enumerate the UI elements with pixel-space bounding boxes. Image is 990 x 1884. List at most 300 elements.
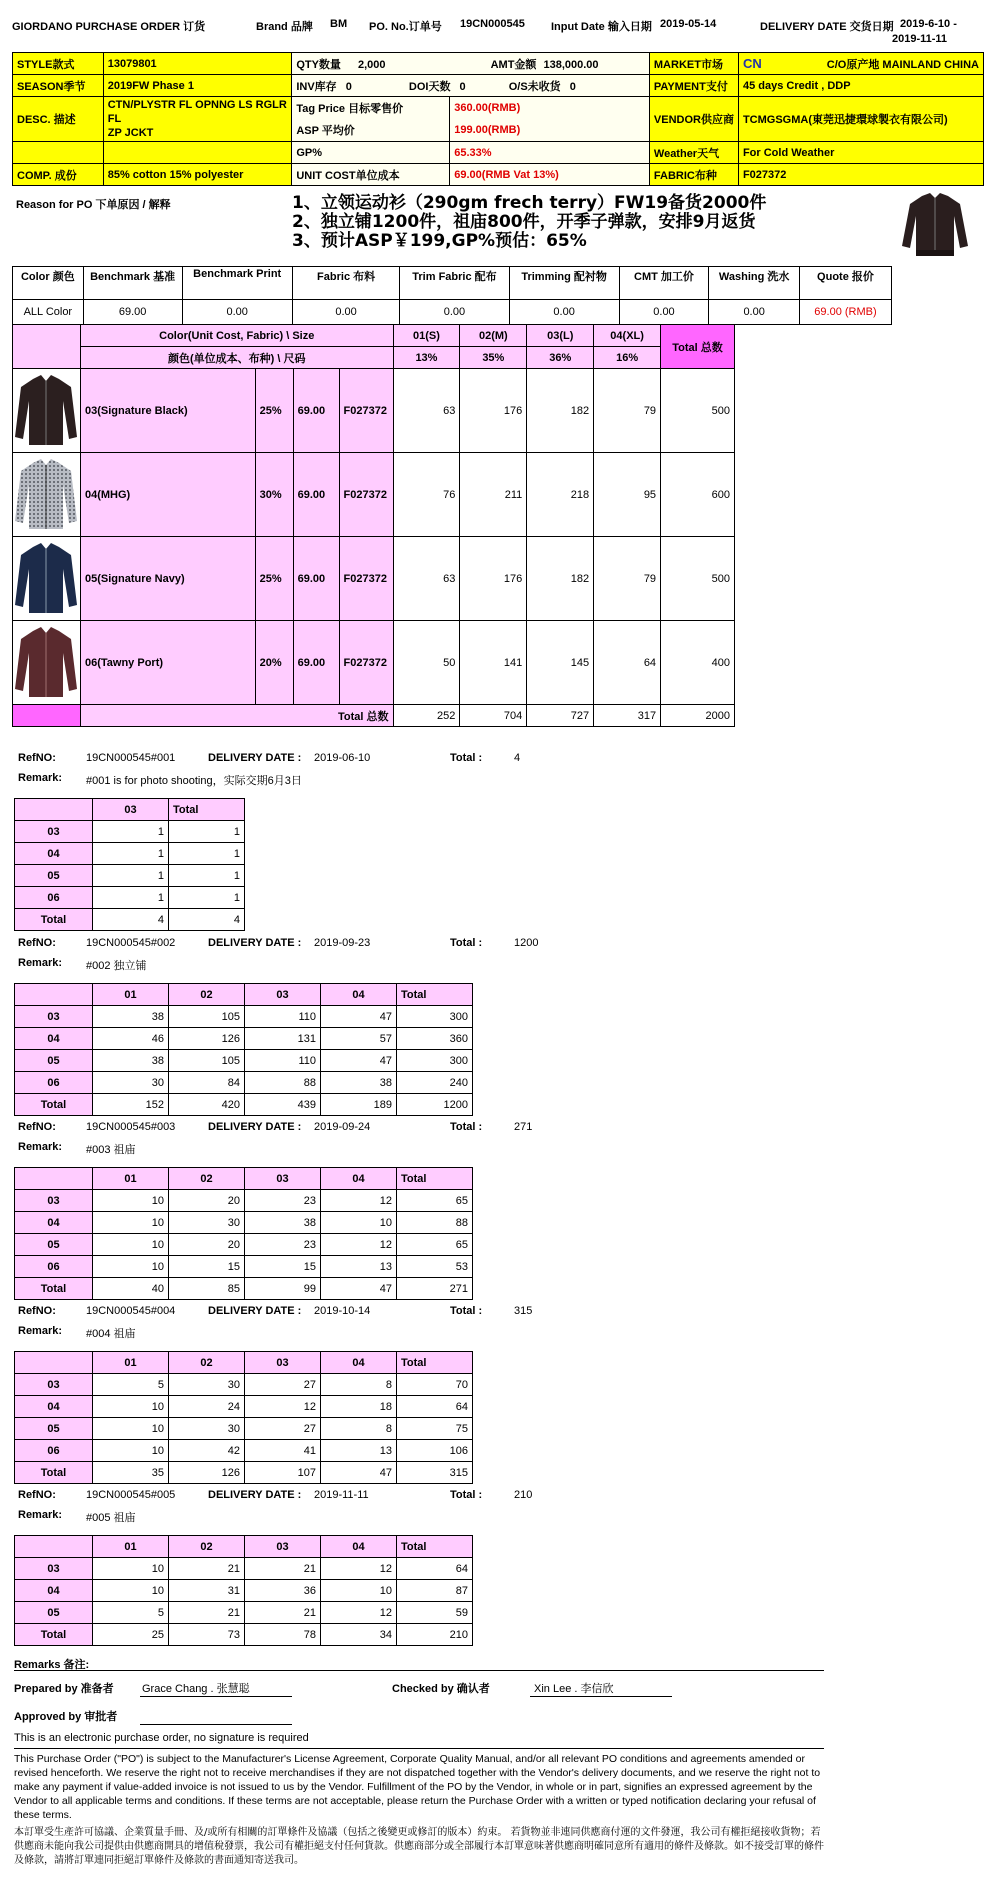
os-label: O/S未收货	[508, 80, 561, 93]
ref-table-001	[14, 798, 245, 931]
total-label: Total :	[450, 752, 483, 764]
total-value: 315	[514, 1305, 533, 1317]
order-info-table	[12, 52, 984, 186]
ref-cell: 12	[321, 1558, 397, 1580]
col-header: 01	[93, 1352, 169, 1374]
ref-label: RefNO:	[18, 1305, 56, 1317]
ref-cell: 38	[321, 1072, 397, 1094]
fabric-value: F027372	[738, 164, 983, 186]
color-cost: 69.00	[293, 369, 339, 453]
ref-cell: 10	[93, 1580, 169, 1602]
col-header: 01	[93, 984, 169, 1006]
size-pct: 16%	[594, 347, 661, 369]
total-label: Total :	[450, 1305, 483, 1317]
ref-cell: 12	[321, 1234, 397, 1256]
amt-label: AMT金额	[490, 58, 537, 71]
ref-cell: 84	[169, 1072, 245, 1094]
total-label: Total :	[450, 1121, 483, 1133]
cost-cell: 69.00	[83, 300, 182, 325]
ref-cell: 21	[245, 1558, 321, 1580]
product-jacket-image	[900, 190, 970, 258]
approved-signature-line	[140, 1724, 292, 1725]
grand-total-label: Total 总数	[80, 705, 393, 727]
ref-cell: 21	[169, 1602, 245, 1624]
input-date-label: Input Date 输入日期	[551, 21, 652, 33]
approved-label: Approved by 审批者	[14, 1711, 118, 1723]
desc-label: DESC. 描述	[13, 97, 104, 142]
ref-cell: 1	[93, 821, 169, 843]
remark-text: #003 祖庙	[86, 1144, 136, 1156]
ref-cell: 21	[169, 1558, 245, 1580]
row-header: 04	[15, 1028, 93, 1050]
ref-label: RefNO:	[18, 752, 56, 764]
color-fabric: F027372	[339, 369, 393, 453]
col-header: 02	[169, 1536, 245, 1558]
ref-cell: 15	[169, 1256, 245, 1278]
inv-value: 0	[345, 80, 352, 93]
total-value: 210	[514, 1489, 533, 1501]
tag-price-label: Tag Price 目标零售价	[292, 97, 450, 120]
ref-cell: 1	[93, 887, 169, 909]
cost-cell: 0.00	[709, 300, 800, 325]
ref-cell: 12	[321, 1190, 397, 1212]
ref-cell: 5	[93, 1374, 169, 1396]
doi-label: DOI天数	[408, 80, 451, 93]
color-fabric: F027372	[339, 453, 393, 537]
cost-cell: 0.00	[509, 300, 619, 325]
ref-cell: 27	[245, 1418, 321, 1440]
desc-line-1: CTN/PLYSTR FL OPNNG LS RGLR FL	[107, 99, 287, 125]
ref-cell: 300	[397, 1050, 473, 1072]
qty-cell: 218	[527, 453, 594, 537]
ref-cell: 57	[321, 1028, 397, 1050]
reason-line-2: 2、独立铺1200件，祖庙800件，开季子弹款，安排9月返货	[292, 212, 756, 232]
ref-cell: 1	[169, 821, 245, 843]
col-header: 01	[93, 1536, 169, 1558]
col-header: 03	[93, 799, 169, 821]
inv-label: INV库存	[296, 80, 337, 93]
ref-cell: 41	[245, 1440, 321, 1462]
ref-cell: 40	[93, 1278, 169, 1300]
col-header: 02	[169, 1168, 245, 1190]
cost-header-benchmark-print: Benchmark Print	[182, 267, 292, 300]
size-total: 317	[594, 705, 661, 727]
ref-cell: 30	[169, 1418, 245, 1440]
color-name: 04(MHG)	[80, 453, 255, 537]
row-header: Total	[15, 1278, 93, 1300]
market-value: CN	[742, 55, 762, 71]
size-02: 02(M)	[460, 325, 527, 347]
ref-cell: 105	[169, 1050, 245, 1072]
row-header: 05	[15, 1050, 93, 1072]
ref-cell: 10	[93, 1256, 169, 1278]
ref-cell: 75	[397, 1418, 473, 1440]
row-header: 03	[15, 1374, 93, 1396]
row-header: 04	[15, 843, 93, 865]
row-header: Total	[15, 909, 93, 931]
remark-text: #005 祖庙	[86, 1512, 136, 1524]
ref-cell: 152	[93, 1094, 169, 1116]
cost-cell: 0.00	[182, 300, 292, 325]
ref-cell: 8	[321, 1374, 397, 1396]
asp-label: ASP 平均价	[292, 119, 450, 142]
remark-label: Remark:	[18, 957, 63, 969]
cost-breakdown-table	[12, 266, 892, 325]
qty-cell: 176	[460, 369, 527, 453]
delivery-date: 2019-10-14	[314, 1305, 371, 1317]
ref-cell: 30	[93, 1072, 169, 1094]
style-label: STYLE款式	[13, 53, 104, 75]
size-total: 727	[527, 705, 594, 727]
ref-table-002	[14, 983, 473, 1116]
desc-line-2: ZP JCKT	[107, 127, 154, 139]
color-size-header-cn: 颜色(单位成本、布种) \ 尺码	[80, 347, 393, 369]
ref-label: RefNO:	[18, 937, 56, 949]
ref-cell: 10	[321, 1580, 397, 1602]
size-total: 252	[393, 705, 460, 727]
ref-cell: 27	[245, 1374, 321, 1396]
prepared-name: Grace Chang . 张慧聪	[142, 1683, 250, 1695]
ref-cell: 87	[397, 1580, 473, 1602]
ref-cell: 12	[245, 1396, 321, 1418]
ref-cell: 88	[397, 1212, 473, 1234]
ref-cell: 420	[169, 1094, 245, 1116]
ref-table-004	[14, 1351, 473, 1484]
size-total: 704	[460, 705, 527, 727]
remark-text: #001 is for photo shooting，实际交期6月3日	[86, 775, 302, 787]
ref-cell: 12	[321, 1602, 397, 1624]
ref-cell: 15	[245, 1256, 321, 1278]
ref-cell: 1	[169, 887, 245, 909]
ref-label: RefNO:	[18, 1121, 56, 1133]
row-header: 03	[15, 1190, 93, 1212]
col-header: Total	[397, 1352, 473, 1374]
ref-cell: 107	[245, 1462, 321, 1484]
ref-cell: 10	[93, 1396, 169, 1418]
asp-value: 199.00(RMB)	[450, 119, 650, 142]
cost-header-benchmark: Benchmark 基准	[83, 267, 182, 300]
ref-cell: 38	[93, 1006, 169, 1028]
row-header: 06	[15, 1072, 93, 1094]
comp-label: COMP. 成份	[13, 164, 104, 186]
ref-cell: 1	[93, 843, 169, 865]
os-value: 0	[569, 80, 576, 93]
color-tawny-jacket-image	[13, 621, 79, 701]
qty-cell: 76	[393, 453, 460, 537]
cost-cell: 0.00	[619, 300, 709, 325]
brand-value: BM	[330, 18, 348, 30]
ref-cell: 5	[93, 1602, 169, 1624]
ref-cell: 126	[169, 1462, 245, 1484]
ref-cell: 38	[245, 1212, 321, 1234]
color-cost: 69.00	[293, 621, 339, 705]
ref-cell: 300	[397, 1006, 473, 1028]
po-number: 19CN000545	[460, 18, 525, 30]
size-pct: 13%	[393, 347, 460, 369]
remark-label: Remark:	[18, 1141, 63, 1153]
remark-text: #004 祖庙	[86, 1328, 136, 1340]
ref-cell: 240	[397, 1072, 473, 1094]
size-01: 01(S)	[393, 325, 460, 347]
cost-header-trimming: Trimming 配衬物	[509, 267, 619, 300]
vendor-value: TCMGSGMA(東莞迅捷環球製衣有限公司)	[738, 97, 983, 142]
prepared-signature-line	[140, 1696, 292, 1697]
ref-cell: 88	[245, 1072, 321, 1094]
ref-number: 19CN000545#005	[86, 1489, 176, 1501]
season-label: SEASON季节	[13, 75, 104, 97]
document-title: GIORDANO PURCHASE ORDER 订货	[12, 21, 206, 33]
gp-label: GP%	[292, 142, 450, 164]
qty-cell: 79	[594, 369, 661, 453]
ref-cell: 23	[245, 1190, 321, 1212]
row-header: Total	[15, 1462, 93, 1484]
delivery-date: 2019-09-24	[314, 1121, 371, 1133]
row-total: 500	[661, 369, 735, 453]
delivery-label: DELIVERY DATE :	[208, 752, 302, 764]
col-header: 03	[245, 1352, 321, 1374]
size-04: 04(XL)	[594, 325, 661, 347]
ref-cell: 10	[93, 1212, 169, 1234]
ref-cell: 1200	[397, 1094, 473, 1116]
reason-label: Reason for PO 下单原因 / 解释	[16, 199, 171, 211]
amt-value: 138,000.00	[543, 58, 599, 71]
ref-number: 19CN000545#003	[86, 1121, 176, 1133]
color-cost: 69.00	[293, 537, 339, 621]
qty-cell: 176	[460, 537, 527, 621]
ref-cell: 65	[397, 1234, 473, 1256]
tag-price-value: 360.00(RMB)	[450, 97, 650, 120]
weather-label: Weather天气	[649, 142, 738, 164]
ref-cell: 13	[321, 1440, 397, 1462]
total-value: 4	[514, 752, 521, 764]
color-black-jacket-image	[13, 369, 79, 449]
ref-cell: 4	[93, 909, 169, 931]
qty-cell: 79	[594, 537, 661, 621]
ref-cell: 126	[169, 1028, 245, 1050]
delivery-label: DELIVERY DATE :	[208, 1489, 302, 1501]
qty-label: QTY数量	[296, 58, 341, 71]
qty-cell: 63	[393, 537, 460, 621]
size-03: 03(L)	[527, 325, 594, 347]
gp-value: 65.33%	[450, 142, 650, 164]
unit-cost-label: UNIT COST单位成本	[292, 164, 450, 186]
qty-cell: 182	[527, 537, 594, 621]
col-header: 02	[169, 984, 245, 1006]
color-name: 05(Signature Navy)	[80, 537, 255, 621]
row-header: Total	[15, 1094, 93, 1116]
divider	[14, 1670, 824, 1671]
ref-number: 19CN000545#004	[86, 1305, 176, 1317]
origin-label: C/O原产地	[826, 58, 880, 71]
ref-cell: 271	[397, 1278, 473, 1300]
col-header: 04	[321, 1352, 397, 1374]
col-header: Total	[397, 984, 473, 1006]
grand-total: 2000	[661, 705, 735, 727]
col-header: 03	[245, 1536, 321, 1558]
quote-value: 69.00 (RMB)	[799, 300, 891, 325]
row-header: 03	[15, 821, 93, 843]
ref-cell: 4	[169, 909, 245, 931]
ref-cell: 47	[321, 1050, 397, 1072]
ref-cell: 1	[169, 865, 245, 887]
ref-cell: 439	[245, 1094, 321, 1116]
color-pct: 25%	[255, 537, 293, 621]
row-header: 05	[15, 865, 93, 887]
cost-header-cmt: CMT 加工价	[619, 267, 709, 300]
color-fabric: F027372	[339, 621, 393, 705]
color-navy-jacket-image	[13, 537, 79, 617]
qty-cell: 141	[460, 621, 527, 705]
ref-cell: 36	[245, 1580, 321, 1602]
ref-cell: 65	[397, 1190, 473, 1212]
row-header: Total	[15, 1624, 93, 1646]
total-header: Total 总数	[661, 325, 735, 369]
prepared-label: Prepared by 准备者	[14, 1683, 114, 1695]
reason-line-1: 1、立领运动衫（290gm frech terry）FW19备货2000件	[292, 193, 767, 213]
ref-cell: 35	[93, 1462, 169, 1484]
color-pct: 25%	[255, 369, 293, 453]
ref-cell: 106	[397, 1440, 473, 1462]
row-header: 04	[15, 1396, 93, 1418]
market-label: MARKET市场	[649, 53, 738, 75]
delivery-date: 2019-09-23	[314, 937, 371, 949]
ref-number: 19CN000545#001	[86, 752, 176, 764]
qty-cell: 211	[460, 453, 527, 537]
ref-cell: 70	[397, 1374, 473, 1396]
reason-text	[292, 194, 766, 251]
reason-line-3: 3、预计ASP￥199,GP%预估：65%	[292, 231, 587, 251]
col-header: 03	[245, 1168, 321, 1190]
ref-cell: 110	[245, 1006, 321, 1028]
ref-cell: 47	[321, 1006, 397, 1028]
doi-value: 0	[459, 80, 466, 93]
ref-cell: 315	[397, 1462, 473, 1484]
ref-table-005	[14, 1535, 473, 1646]
checked-name: Xin Lee . 李信欣	[534, 1683, 614, 1695]
ref-cell: 360	[397, 1028, 473, 1050]
col-header: 02	[169, 1352, 245, 1374]
remarks-label: Remarks 备注:	[14, 1659, 90, 1671]
comp-value: 85% cotton 15% polyester	[103, 164, 292, 186]
ref-cell: 24	[169, 1396, 245, 1418]
delivery-date-label: DELIVERY DATE 交货日期	[760, 21, 894, 33]
ref-cell: 131	[245, 1028, 321, 1050]
row-header: 04	[15, 1580, 93, 1602]
row-header: 03	[15, 1006, 93, 1028]
po-number-label: PO. No.订单号	[369, 21, 442, 33]
ref-number: 19CN000545#002	[86, 937, 176, 949]
col-header: 01	[93, 1168, 169, 1190]
ref-cell: 10	[93, 1234, 169, 1256]
qty-value: 2,000	[358, 58, 386, 71]
ref-cell: 99	[245, 1278, 321, 1300]
color-size-table	[12, 324, 735, 727]
ref-cell: 10	[321, 1212, 397, 1234]
color-name: 06(Tawny Port)	[80, 621, 255, 705]
row-header: 04	[15, 1212, 93, 1234]
qty-cell: 50	[393, 621, 460, 705]
cost-cell: 0.00	[292, 300, 399, 325]
ref-cell: 25	[93, 1624, 169, 1646]
qty-cell: 64	[594, 621, 661, 705]
col-header: Total	[397, 1536, 473, 1558]
size-pct: 35%	[460, 347, 527, 369]
ref-cell: 20	[169, 1190, 245, 1212]
ref-cell: 73	[169, 1624, 245, 1646]
cost-cell: ALL Color	[13, 300, 84, 325]
ref-cell: 189	[321, 1094, 397, 1116]
brand-label: Brand 品牌	[256, 21, 313, 33]
color-cost: 69.00	[293, 453, 339, 537]
divider	[14, 1748, 824, 1749]
ref-cell: 42	[169, 1440, 245, 1462]
delivery-label: DELIVERY DATE :	[208, 1121, 302, 1133]
checked-label: Checked by 确认者	[392, 1683, 490, 1695]
row-total: 500	[661, 537, 735, 621]
terms-chinese: 本訂單受生產許可協議、企業質量手冊、及/或所有相關的訂單條件及協議（包括之後變更或修訂的版本）約束。 若貨物並非連同供應商付運的文件發運，我公司有權拒絕接收貨物；若供應商未能向我公司提供由供應商開具的增值稅發票，我公司有權拒絕支付任何貨款。供應商部分或全部履行本訂單意味著供應商明確同意所有適用的條件及條款。如不接受訂單的條件及條款，請將訂單連同拒絕訂單條件及條款的書面通知寄送我司。	[14, 1827, 824, 1866]
color-pct: 20%	[255, 621, 293, 705]
total-value: 1200	[514, 937, 539, 949]
cost-header-quote: Quote 报价	[799, 267, 891, 300]
electronic-note: This is an electronic purchase order, no signature is required	[14, 1732, 309, 1744]
po-header	[12, 18, 972, 48]
col-header: 04	[321, 1168, 397, 1190]
ref-cell: 10	[93, 1440, 169, 1462]
row-header: 05	[15, 1602, 93, 1624]
total-label: Total :	[450, 937, 483, 949]
total-label: Total :	[450, 1489, 483, 1501]
ref-cell: 78	[245, 1624, 321, 1646]
ref-cell: 53	[397, 1256, 473, 1278]
qty-cell: 95	[594, 453, 661, 537]
ref-cell: 46	[93, 1028, 169, 1050]
remark-text: #002 独立铺	[86, 960, 147, 972]
row-header: 05	[15, 1234, 93, 1256]
ref-cell: 23	[245, 1234, 321, 1256]
qty-cell: 63	[393, 369, 460, 453]
ref-cell: 10	[93, 1190, 169, 1212]
ref-cell: 1	[93, 865, 169, 887]
ref-cell: 10	[93, 1558, 169, 1580]
fabric-label: FABRIC布种	[649, 164, 738, 186]
ref-cell: 8	[321, 1418, 397, 1440]
cost-header-washing: Washing 洗水	[709, 267, 800, 300]
col-header: 03	[245, 984, 321, 1006]
row-header: 03	[15, 1558, 93, 1580]
ref-cell: 34	[321, 1624, 397, 1646]
ref-label: RefNO:	[18, 1489, 56, 1501]
cost-header-color: Color 颜色	[13, 267, 84, 300]
ref-cell: 85	[169, 1278, 245, 1300]
checked-signature-line	[530, 1696, 672, 1697]
row-header: 06	[15, 1256, 93, 1278]
delivery-date-end: 2019-11-11	[892, 33, 948, 45]
row-header: 05	[15, 1418, 93, 1440]
ref-cell: 31	[169, 1580, 245, 1602]
ref-cell: 59	[397, 1602, 473, 1624]
row-header: 06	[15, 887, 93, 909]
color-grey-jacket-image	[13, 453, 79, 533]
cost-cell: 0.00	[400, 300, 509, 325]
ref-cell: 30	[169, 1212, 245, 1234]
ref-cell: 64	[397, 1396, 473, 1418]
ref-cell: 38	[93, 1050, 169, 1072]
remark-label: Remark:	[18, 1325, 63, 1337]
ref-cell: 18	[321, 1396, 397, 1418]
ref-cell: 64	[397, 1558, 473, 1580]
vendor-label: VENDOR供应商	[649, 97, 738, 142]
origin-value: MAINLAND CHINA	[882, 58, 979, 71]
